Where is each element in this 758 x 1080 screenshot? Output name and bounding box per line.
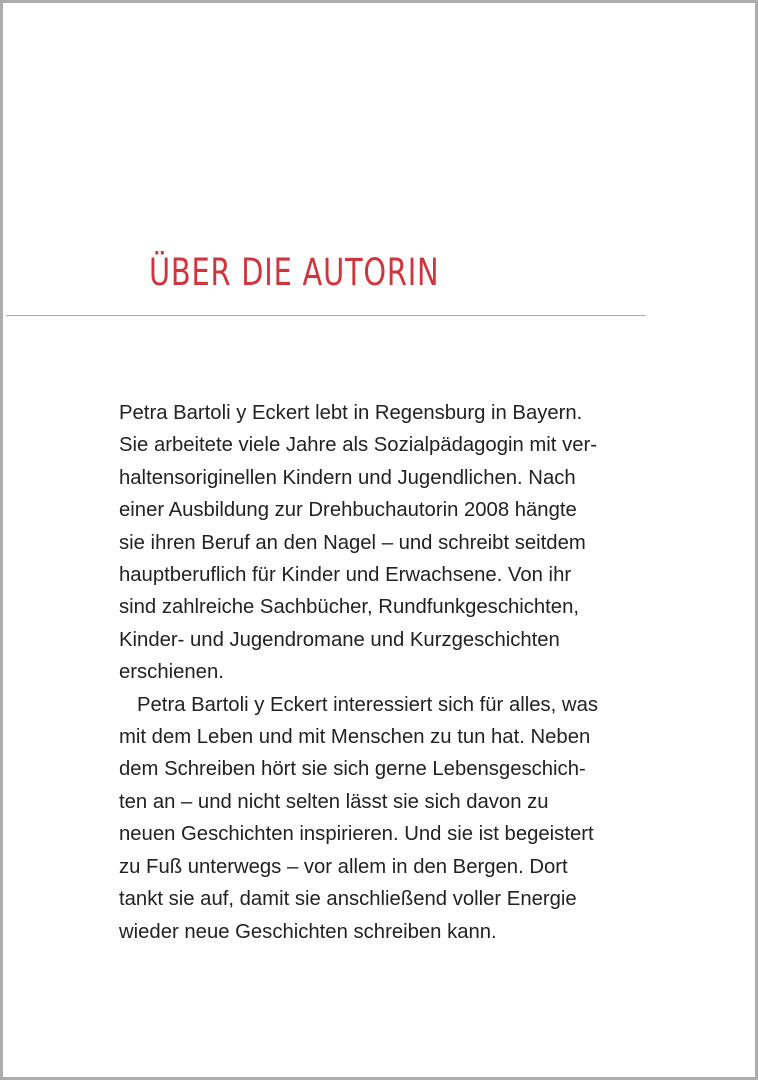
text-line: sind zahlreiche Sachbücher, Rundfunkgeschichten, — [119, 596, 580, 619]
heading-divider — [6, 315, 646, 316]
text-line: einer Ausbildung zur Drehbuchautorin 2008 hängte — [119, 499, 577, 522]
bio-paragraph-1 — [119, 397, 659, 689]
text-line: neuen Geschichten inspirieren. Und sie ist begeistert — [119, 823, 594, 846]
text-line: erschienen. — [119, 661, 224, 684]
text-line: Petra Bartoli y Eckert interessiert sich für alles, was — [137, 693, 598, 716]
text-line: ten an – und nicht selten lässt sie sich davon zu — [119, 790, 549, 813]
text-line: Petra Bartoli y Eckert lebt in Regensburg in Bayern. — [119, 402, 583, 424]
page-title: ÜBER DIE AUTORIN — [149, 251, 440, 294]
bio-paragraph-2 — [119, 689, 659, 948]
text-line: Sie arbeitete viele Jahre als Sozialpädagogin mit ver- — [119, 434, 597, 457]
text-line: zu Fuß unterwegs – vor allem in den Bergen. Dort — [119, 855, 568, 878]
text-line: wieder neue Geschichten schreiben kann. — [119, 920, 497, 943]
text-line: mit dem Leben und mit Menschen zu tun hat. Neben — [119, 726, 591, 749]
text-line: haltensoriginellen Kindern und Jugendlichen. Nach — [119, 466, 576, 489]
text-line: dem Schreiben hört sie sich gerne Lebensgeschich- — [119, 758, 586, 781]
text-line: hauptberuflich für Kinder und Erwachsene. Von ihr — [119, 564, 572, 587]
author-bio — [119, 397, 659, 948]
text-line: Kinder- und Jugendromane und Kurzgeschichten — [119, 628, 560, 651]
text-line: tankt sie auf, damit sie anschließend voller Energie — [119, 888, 577, 911]
text-line: sie ihren Beruf an den Nagel – und schreibt seitdem — [119, 531, 586, 554]
